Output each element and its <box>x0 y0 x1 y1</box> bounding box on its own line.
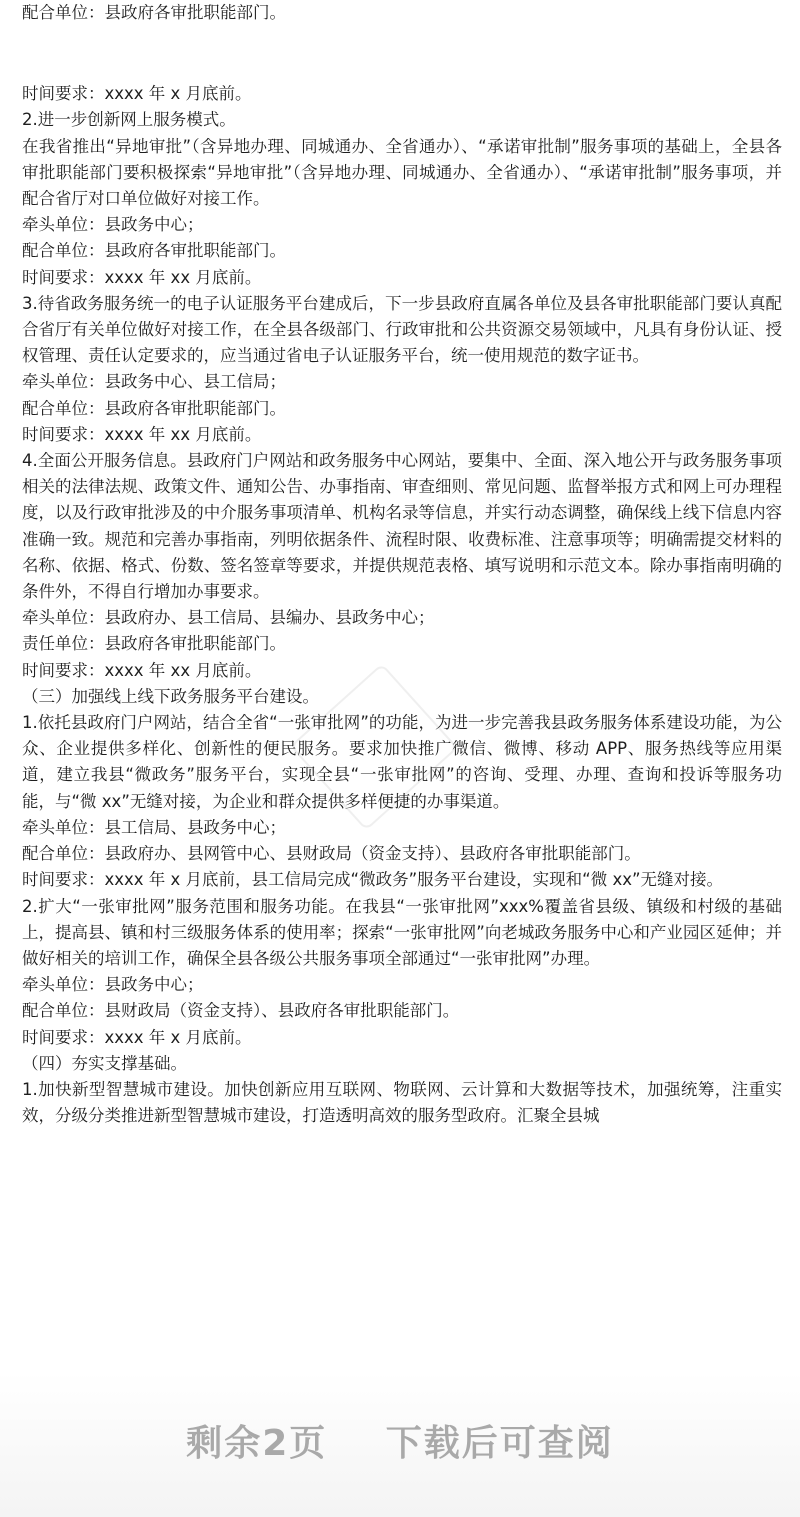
section-heading: 4.全面公开服务信息。县政府门户网站和政务服务中心网站，要集中、全面、深入地公开与政务服务事项相关的法律法规、政策文件、通知公告、办事指南、审查细则、常见问题、监督举报方式和网上可办理程度，以及行政审批涉及的中介服务事项清单、机构名录等信息，并实行动态调整，确保线上线下信息内容准确一致。规范和完善办事指南，列明依据条件、流程时限、收费标准、注意事项等；明确需提交材料的名称、依据、格式、份数、签名签章等要求，并提供规范表格、填写说明和示范文本。除办事指南明确的条件外，不得自行增加办事要求。 <box>22 451 782 602</box>
paragraph: 责任单位：县政府各审批职能部门。 <box>22 634 286 654</box>
section-heading: 2.进一步创新网上服务模式。 <box>22 110 236 130</box>
paragraph: 牵头单位：县政府办、县工信局、县编办、县政务中心； <box>22 608 435 628</box>
section-heading: （四）夯实支撑基础。 <box>22 1053 187 1073</box>
paragraph: 牵头单位：县政务中心； <box>22 215 204 235</box>
section-heading: 3.待省政务服务统一的电子认证服务平台建成后，下一步县政府直属各单位及县各审批职能部门要认真配合省厅有关单位做好对接工作，在全县各级部门、行政审批和公共资源交易领域中，凡具有身份认证、授权管理、责任认定要求的，应当通过省电子认证服务平台，统一使用规范的数字证书。 <box>22 293 782 366</box>
section-heading: （三）加强线上线下政务服务平台建设。 <box>22 686 319 706</box>
paragraph: 时间要求：xxxx 年 xx 月底前。 <box>22 424 262 444</box>
paragraph: 配合单位：县政府各审批职能部门。 <box>22 241 286 261</box>
paragraph: 时间要求：xxxx 年 xx 月底前。 <box>22 267 262 287</box>
paragraph: 牵头单位：县政务中心、县工信局； <box>22 372 286 392</box>
download-to-view-label: 下载后可查阅 <box>385 1423 614 1464</box>
paragraph: 配合单位：县政府各审批职能部门。 <box>22 3 286 22</box>
paragraph: 1.加快新型智慧城市建设。加快创新应用互联网、物联网、云计算和大数据等技术，加强统筹，注重实效，分级分类推进新型智慧城市建设，打造透明高效的服务型政府。汇聚全县城 <box>22 1079 782 1126</box>
paragraph: 在我省推出“异地审批”（含异地办理、同城通办、全省通办）、“承诺审批制”服务事项的基础上，全县各审批职能部门要积极探索“异地审批”（含异地办理、同城通办、全省通办）、“承诺审批制”服务事项，并配合省厅对口单位做好对接工作。 <box>22 136 782 209</box>
paragraph: 牵头单位：县政务中心； <box>22 975 204 995</box>
document-body <box>22 0 782 1129</box>
paragraph: 时间要求：xxxx 年 xx 月底前。 <box>22 660 262 680</box>
paragraph: 时间要求：xxxx 年 x 月底前。 <box>22 1027 252 1047</box>
section-heading: 2.扩大“一张审批网”服务范围和服务功能。在我县“一张审批网”xxx%覆盖省县级、镇级和村级的基础上，提高县、镇和村三级服务体系的使用率；探索“一张审批网”向老城政务服务中心和产业园区延伸；并做好相关的培训工作，确保全县各级公共服务事项全部通过“一张审批网”办理。 <box>22 896 782 968</box>
paragraph: 配合单位：县政府办、县网管中心、县财政局（资金支持）、县政府各审批职能部门。 <box>22 844 641 864</box>
download-prompt[interactable] <box>0 1415 800 1466</box>
paragraph: 牵头单位：县工信局、县政务中心； <box>22 817 286 837</box>
blank-gap <box>22 26 782 81</box>
remaining-pages-label: 剩余2页 <box>186 1423 328 1464</box>
paragraph: 1.依托县政府门户网站，结合全省“一张审批网”的功能，为进一步完善我县政务服务体系建设功能，为公众、企业提供多样化、创新性的便民服务。要求加快推广微信、微博、移动 APP、服务热线等应用渠道，建立我县“微政务”服务平台，实现全县“一张审批网”的咨询、受理、办理、查询和投诉等服务功能，与“微 xx”无缝对接，为企业和群众提供多样便捷的办事渠道。 <box>22 713 782 811</box>
paragraph: 时间要求：xxxx 年 x 月底前。 <box>22 84 252 104</box>
paragraph: 配合单位：县政府各审批职能部门。 <box>22 398 286 418</box>
paragraph: 时间要求：xxxx 年 x 月底前，县工信局完成“微政务”服务平台建设，实现和“微 xx”无缝对接。 <box>22 870 724 890</box>
paragraph: 配合单位：县财政局（资金支持）、县政府各审批职能部门。 <box>22 1001 460 1021</box>
